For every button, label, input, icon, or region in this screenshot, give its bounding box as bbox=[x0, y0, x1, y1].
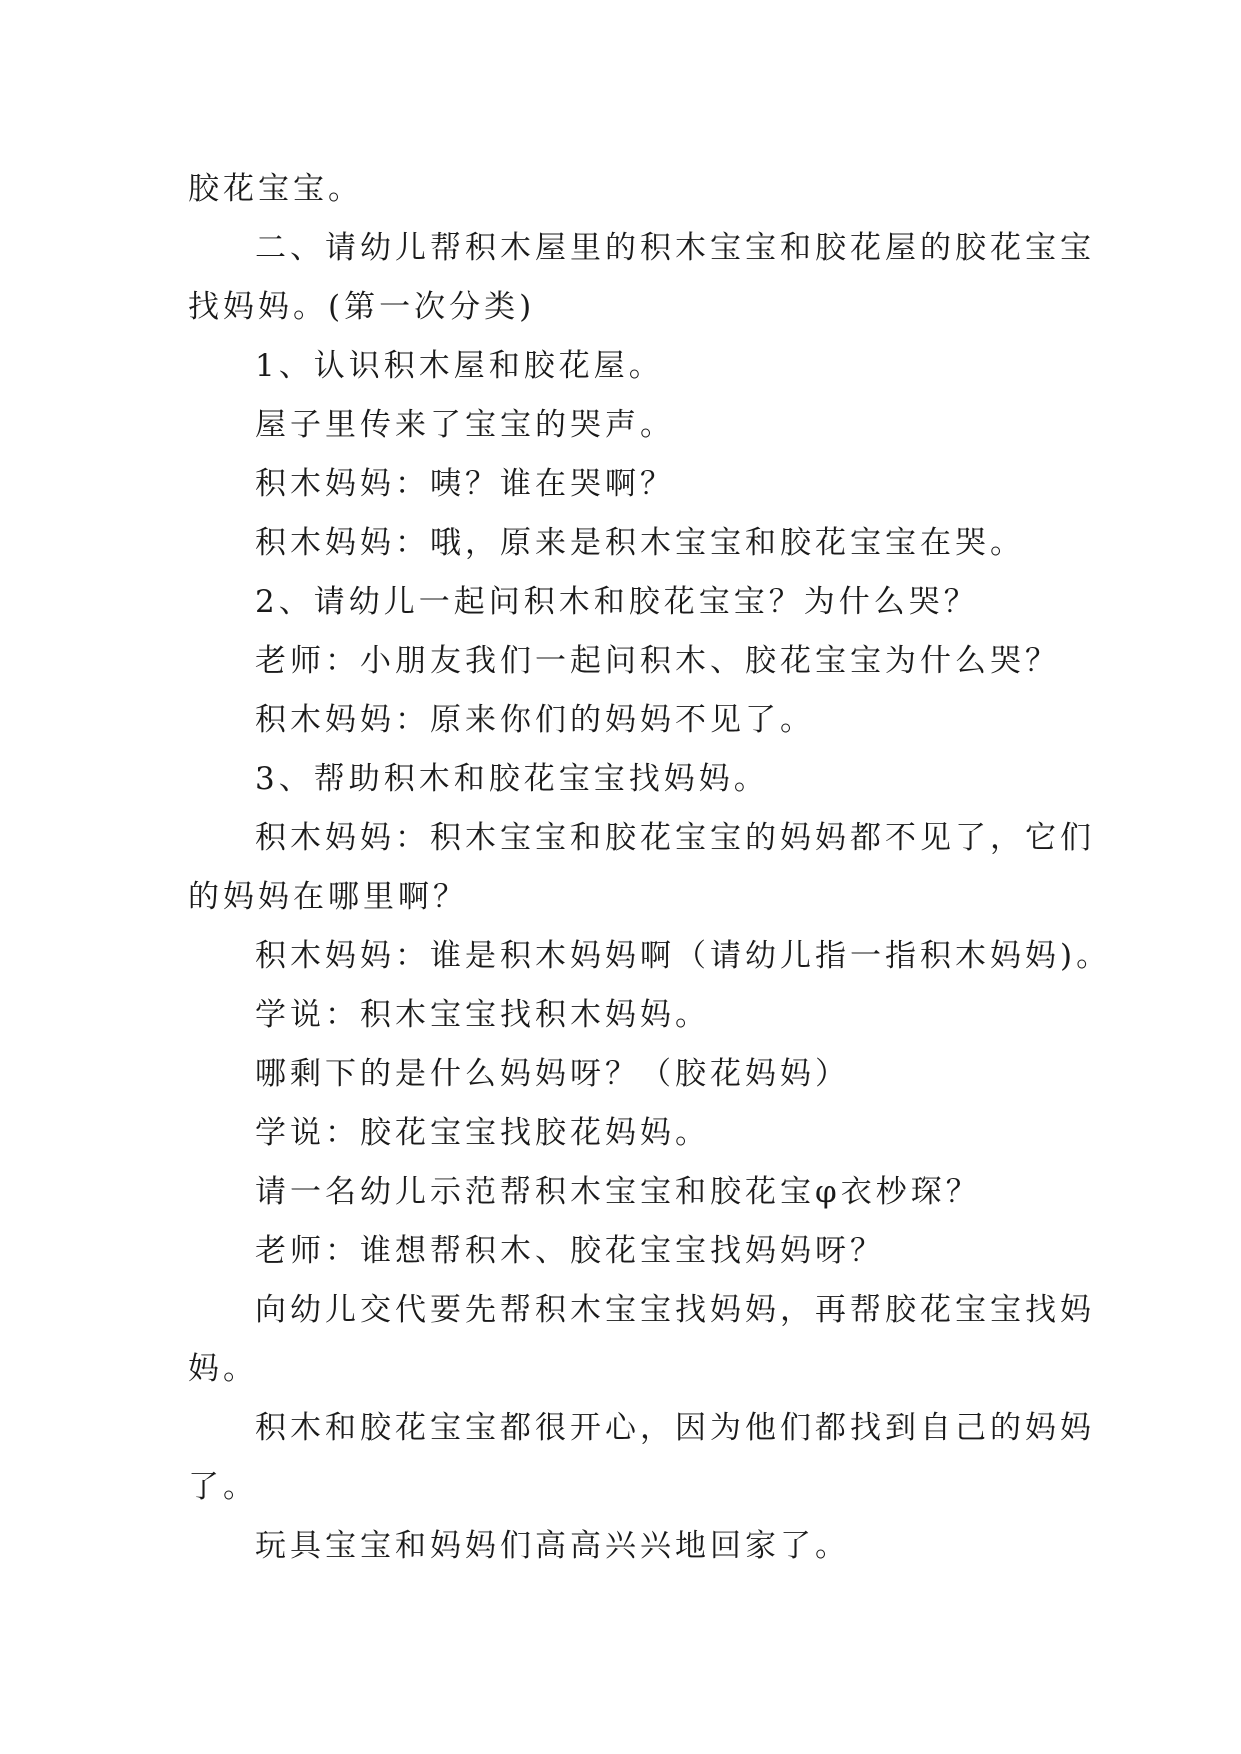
step-2-heading: 2、请幼儿一起问积木和胶花宝宝？为什么哭？ bbox=[255, 584, 979, 620]
paragraph: 玩具宝宝和妈妈们高高兴兴地回家了。 bbox=[255, 1528, 850, 1564]
paragraph: 屋子里传来了宝宝的哭声。 bbox=[255, 407, 675, 443]
section-heading-2-continuation: 找妈妈。(第一次分类) bbox=[188, 289, 536, 325]
section-heading-2: 二、请幼儿帮积木屋里的积木宝宝和胶花屋的胶花宝宝 bbox=[255, 230, 1095, 266]
dialogue-line-continuation: 的妈妈在哪里啊？ bbox=[188, 879, 468, 915]
document-body bbox=[188, 160, 1112, 1576]
step-3-heading: 3、帮助积木和胶花宝宝找妈妈。 bbox=[255, 761, 769, 797]
dialogue-line: 学说：积木宝宝找积木妈妈。 bbox=[255, 997, 710, 1033]
dialogue-line: 哪剩下的是什么妈妈呀？（胶花妈妈） bbox=[255, 1056, 850, 1092]
paragraph-continuation: 妈。 bbox=[188, 1351, 258, 1387]
step-1-heading: 1、认识积木屋和胶花屋。 bbox=[255, 348, 664, 384]
dialogue-line: 积木妈妈：原来你们的妈妈不见了。 bbox=[255, 702, 815, 738]
dialogue-line: 老师：小朋友我们一起问积木、胶花宝宝为什么哭？ bbox=[255, 643, 1060, 679]
paragraph: 向幼儿交代要先帮积木宝宝找妈妈，再帮胶花宝宝找妈 bbox=[255, 1292, 1095, 1328]
paragraph: 请一名幼儿示范帮积木宝宝和胶花宝φ衣杪琛？ bbox=[255, 1174, 981, 1210]
dialogue-line: 积木妈妈：积木宝宝和胶花宝宝的妈妈都不见了，它们 bbox=[255, 820, 1095, 856]
dialogue-line: 积木妈妈：谁是积木妈妈啊（请幼儿指一指积木妈妈)。 bbox=[255, 938, 1112, 974]
paragraph: 积木和胶花宝宝都很开心，因为他们都找到自己的妈妈 bbox=[255, 1410, 1095, 1446]
paragraph-continuation: 了。 bbox=[188, 1469, 258, 1505]
dialogue-line: 老师：谁想帮积木、胶花宝宝找妈妈呀？ bbox=[255, 1233, 885, 1269]
dialogue-line: 积木妈妈：咦？谁在哭啊？ bbox=[255, 466, 675, 502]
text-line-continuation: 胶花宝宝。 bbox=[188, 171, 363, 207]
dialogue-line: 学说：胶花宝宝找胶花妈妈。 bbox=[255, 1115, 710, 1151]
dialogue-line: 积木妈妈：哦，原来是积木宝宝和胶花宝宝在哭。 bbox=[255, 525, 1025, 561]
